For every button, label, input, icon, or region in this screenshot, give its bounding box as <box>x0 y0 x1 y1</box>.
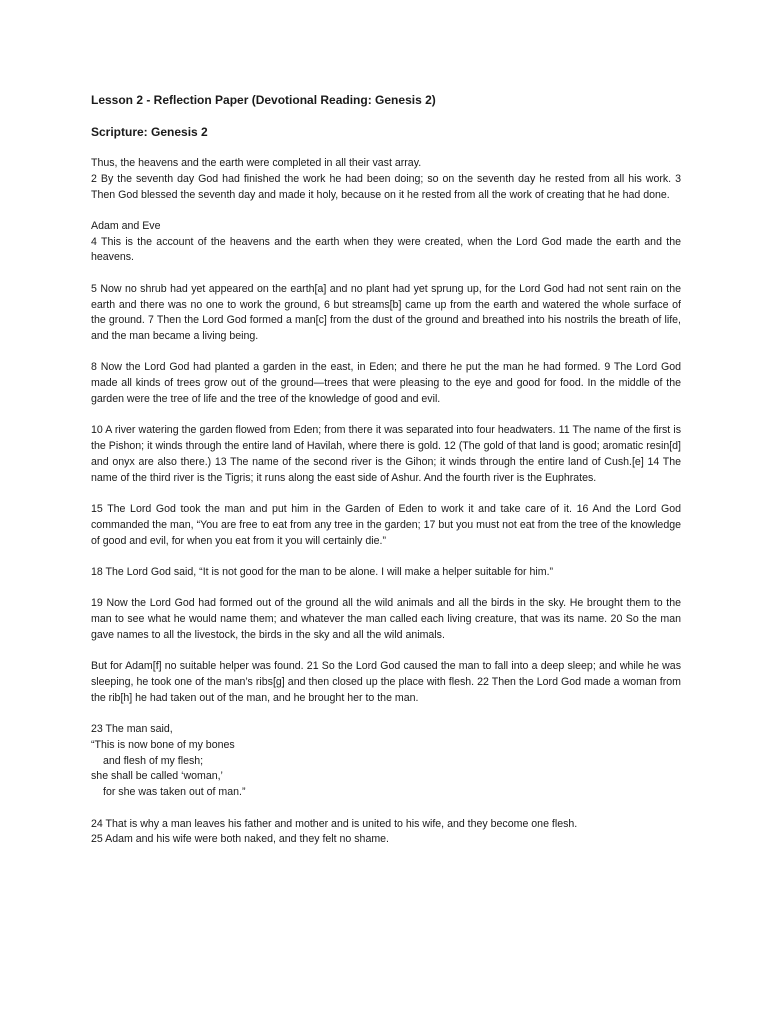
paragraph-10-poem <box>91 722 681 801</box>
paragraph-3: 5 Now no shrub had yet appeared on the earth[a] and no plant had yet sprung up, for the Lord God had not sent rain on the earth and there was no one to work the ground, 6 but streams[b] came up from the earth and watered the whole surface of the ground. 7 Then the Lord God formed a man[c] from the dust of the ground and breathed into his nostrils the breath of life, and the man became a living being. <box>91 282 681 343</box>
paragraph-9: But for Adam[f] no suitable helper was found. 21 So the Lord God caused the man to fall into a deep sleep; and while he was sleeping, he took one of the man’s ribs[g] and then closed up the place with flesh. 22 Then the Lord God made a woman from the rib[h] he had taken out of the man, and he brought her to the man. <box>91 660 681 704</box>
poem-line-4: for she was taken out of man.” <box>103 786 246 799</box>
paragraph-2-text: 4 This is the account of the heavens and the earth when they were created, when the Lord God made the earth and the heavens. <box>91 235 681 264</box>
paragraph-11-line-1: 24 That is why a man leaves his father and mother and is united to his wife, and they become one flesh. <box>91 817 578 830</box>
paragraph-4: 8 Now the Lord God had planted a garden in the east, in Eden; and there he put the man he had formed. 9 The Lord God made all kinds of trees grow out of the ground—trees that were pleasing to the eye and good for food. In the middle of the garden were the tree of life and the tree of the knowledge of good and evil. <box>91 361 681 406</box>
paragraph-6: 15 The Lord God took the man and put him in the Garden of Eden to work it and take care of it. 16 And the Lord God commanded the man, “You are free to eat from any tree in the garden; 17 but you must not eat from the tree of the knowledge of good and evil, for when you eat from it you will certainly die.” <box>91 503 681 547</box>
section-heading-adam-and-eve: Adam and Eve <box>91 219 161 232</box>
paragraph-11 <box>91 817 681 849</box>
document-subtitle: Scripture: Genesis 2 <box>91 125 208 139</box>
paragraph-8: 19 Now the Lord God had formed out of the ground all the wild animals and all the birds in the sky. He brought them to the man to see what he would name them; and whatever the man called each living creature, that was its name. 20 So the man gave names to all the livestock, the birds in the sky and all the wild animals. <box>91 597 681 641</box>
paragraph-1-line-2: 2 By the seventh day God had finished the work he had been doing; so on the seventh day he rested from all his work. 3 Then God blessed the seventh day and made it holy, because on it he rested from all the work of creating that he had done. <box>91 172 681 201</box>
paragraph-5: 10 A river watering the garden flowed from Eden; from there it was separated into four headwaters. 11 The name of the first is the Pishon; it winds through the entire land of Havilah, where there is gold. 12 (The gold of that land is good; aromatic resin[d] and onyx are also there.) 13 The name of the second river is the Gihon; it winds through the entire land of Cush.[e] 14 The name of the third river is the Tigris; it runs along the east side of Ashur. And the fourth river is the Euphrates. <box>91 424 681 484</box>
poem-line-2: and flesh of my flesh; <box>103 754 204 767</box>
poem-line-1: “This is now bone of my bones <box>91 738 235 751</box>
paragraph-11-line-2: 25 Adam and his wife were both naked, and they felt no shame. <box>91 833 389 846</box>
poem-line-3: she shall be called ‘woman,’ <box>91 770 223 783</box>
poem-intro: 23 The man said, <box>91 723 173 736</box>
paragraph-1-line-1: Thus, the heavens and the earth were completed in all their vast array. <box>91 157 422 169</box>
paragraph-1 <box>91 156 681 203</box>
document-title: Lesson 2 - Reflection Paper (Devotional Reading: Genesis 2) <box>91 93 436 107</box>
document-page <box>91 92 681 848</box>
paragraph-7: 18 The Lord God said, “It is not good for the man to be alone. I will make a helper suitable for him.” <box>91 565 554 578</box>
paragraph-2 <box>91 219 681 266</box>
